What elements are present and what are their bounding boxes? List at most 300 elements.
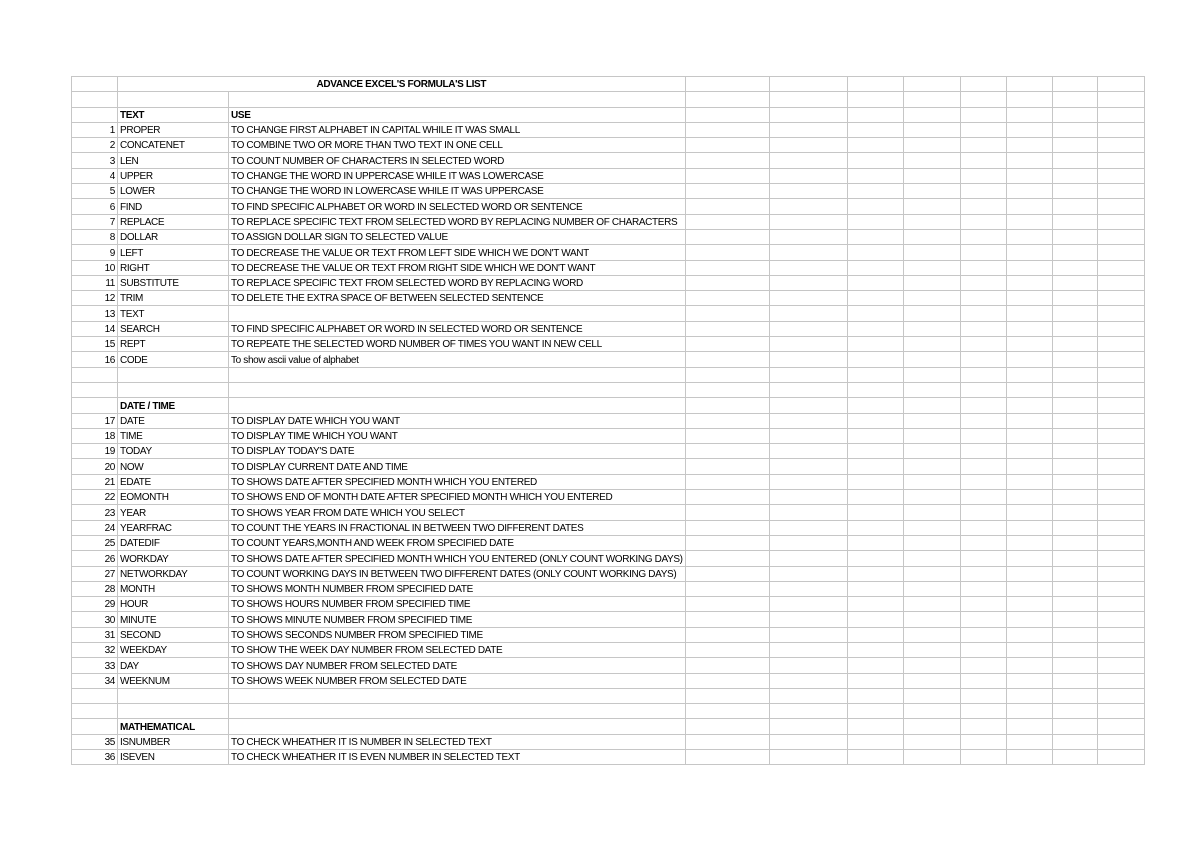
sheet-cell[interactable] [1006, 260, 1052, 275]
sheet-cell[interactable] [72, 107, 118, 122]
sheet-cell[interactable] [72, 398, 118, 413]
function-name[interactable]: ISNUMBER [118, 734, 229, 749]
function-use[interactable]: TO DISPLAY DATE WHICH YOU WANT [229, 413, 686, 428]
sheet-cell[interactable] [903, 214, 960, 229]
sheet-cell[interactable] [847, 719, 903, 734]
row-number[interactable]: 1 [72, 122, 118, 137]
sheet-cell[interactable] [1006, 413, 1052, 428]
sheet-cell[interactable] [769, 612, 847, 627]
sheet-cell[interactable] [960, 199, 1006, 214]
sheet-cell[interactable] [847, 153, 903, 168]
sheet-cell[interactable] [769, 520, 847, 535]
sheet-cell[interactable] [903, 566, 960, 581]
function-name[interactable]: DAY [118, 658, 229, 673]
function-use[interactable]: TO DISPLAY CURRENT DATE AND TIME [229, 459, 686, 474]
sheet-cell[interactable] [685, 474, 769, 489]
sheet-cell[interactable] [229, 704, 686, 719]
row-number[interactable]: 20 [72, 459, 118, 474]
function-use[interactable]: TO REPEATE THE SELECTED WORD NUMBER OF TIMES YOU WANT IN NEW CELL [229, 337, 686, 352]
row-number[interactable]: 2 [72, 138, 118, 153]
sheet-cell[interactable] [685, 107, 769, 122]
sheet-cell[interactable] [685, 490, 769, 505]
section-heading[interactable]: MATHEMATICAL [118, 719, 229, 734]
function-name[interactable]: UPPER [118, 168, 229, 183]
sheet-cell[interactable] [1097, 260, 1144, 275]
function-name[interactable]: EOMONTH [118, 490, 229, 505]
sheet-cell[interactable] [847, 505, 903, 520]
row-number[interactable]: 32 [72, 642, 118, 657]
sheet-cell[interactable] [769, 413, 847, 428]
sheet-cell[interactable] [1006, 153, 1052, 168]
row-number[interactable]: 17 [72, 413, 118, 428]
function-name[interactable]: RIGHT [118, 260, 229, 275]
sheet-cell[interactable] [1006, 321, 1052, 336]
sheet-cell[interactable] [1052, 199, 1097, 214]
sheet-cell[interactable] [1052, 474, 1097, 489]
function-use[interactable] [229, 306, 686, 321]
function-use[interactable]: TO SHOWS DATE AFTER SPECIFIED MONTH WHICH YOU ENTERED [229, 474, 686, 489]
sheet-cell[interactable] [769, 214, 847, 229]
sheet-cell[interactable] [1052, 413, 1097, 428]
sheet-cell[interactable] [1006, 673, 1052, 688]
function-name[interactable]: NETWORKDAY [118, 566, 229, 581]
sheet-cell[interactable] [769, 260, 847, 275]
sheet-cell[interactable] [960, 398, 1006, 413]
function-name[interactable]: PROPER [118, 122, 229, 137]
row-number[interactable]: 11 [72, 275, 118, 290]
sheet-cell[interactable] [847, 352, 903, 367]
sheet-cell[interactable] [847, 245, 903, 260]
row-number[interactable]: 19 [72, 444, 118, 459]
function-use[interactable]: TO SHOWS END OF MONTH DATE AFTER SPECIFIED MONTH WHICH YOU ENTERED [229, 490, 686, 505]
sheet-cell[interactable] [847, 382, 903, 397]
sheet-cell[interactable] [1006, 367, 1052, 382]
sheet-cell[interactable] [1097, 535, 1144, 550]
function-name[interactable]: YEAR [118, 505, 229, 520]
function-use[interactable]: TO SHOWS DAY NUMBER FROM SELECTED DATE [229, 658, 686, 673]
row-number[interactable]: 7 [72, 214, 118, 229]
function-use[interactable]: TO CHANGE THE WORD IN UPPERCASE WHILE IT WAS LOWERCASE [229, 168, 686, 183]
sheet-cell[interactable] [903, 352, 960, 367]
sheet-cell[interactable] [769, 704, 847, 719]
sheet-cell[interactable] [685, 367, 769, 382]
sheet-cell[interactable] [847, 107, 903, 122]
sheet-cell[interactable] [685, 597, 769, 612]
sheet-cell[interactable] [1006, 382, 1052, 397]
sheet-cell[interactable] [1052, 566, 1097, 581]
sheet-cell[interactable] [903, 719, 960, 734]
sheet-cell[interactable] [847, 627, 903, 642]
sheet-cell[interactable] [1052, 719, 1097, 734]
sheet-cell[interactable] [960, 459, 1006, 474]
sheet-cell[interactable] [72, 77, 118, 92]
sheet-cell[interactable] [960, 642, 1006, 657]
sheet-cell[interactable] [769, 566, 847, 581]
sheet-cell[interactable] [960, 490, 1006, 505]
sheet-cell[interactable] [1006, 291, 1052, 306]
row-number[interactable]: 5 [72, 184, 118, 199]
sheet-cell[interactable] [903, 275, 960, 290]
sheet-cell[interactable] [903, 734, 960, 749]
function-name[interactable]: MINUTE [118, 612, 229, 627]
sheet-cell[interactable] [685, 138, 769, 153]
function-name[interactable]: HOUR [118, 597, 229, 612]
sheet-cell[interactable] [1097, 719, 1144, 734]
sheet-cell[interactable] [903, 428, 960, 443]
function-use[interactable]: TO SHOWS MINUTE NUMBER FROM SPECIFIED TIME [229, 612, 686, 627]
sheet-cell[interactable] [769, 245, 847, 260]
row-number[interactable]: 6 [72, 199, 118, 214]
row-number[interactable]: 26 [72, 551, 118, 566]
sheet-cell[interactable] [1097, 505, 1144, 520]
sheet-cell[interactable] [1052, 627, 1097, 642]
sheet-cell[interactable] [960, 92, 1006, 107]
sheet-cell[interactable] [960, 77, 1006, 92]
sheet-cell[interactable] [685, 153, 769, 168]
sheet-cell[interactable] [769, 490, 847, 505]
sheet-cell[interactable] [1052, 153, 1097, 168]
sheet-cell[interactable] [960, 367, 1006, 382]
function-name[interactable]: LEFT [118, 245, 229, 260]
sheet-title[interactable]: ADVANCE EXCEL'S FORMULA'S LIST [118, 77, 686, 92]
sheet-cell[interactable] [903, 688, 960, 703]
sheet-cell[interactable] [1097, 199, 1144, 214]
sheet-cell[interactable] [1097, 352, 1144, 367]
sheet-cell[interactable] [685, 413, 769, 428]
sheet-cell[interactable] [1052, 612, 1097, 627]
sheet-cell[interactable] [1097, 597, 1144, 612]
sheet-cell[interactable] [1006, 245, 1052, 260]
sheet-cell[interactable] [960, 627, 1006, 642]
sheet-cell[interactable] [1006, 734, 1052, 749]
sheet-cell[interactable] [685, 214, 769, 229]
sheet-cell[interactable] [1097, 398, 1144, 413]
row-number[interactable]: 12 [72, 291, 118, 306]
function-use[interactable]: TO COUNT NUMBER OF CHARACTERS IN SELECTED WORD [229, 153, 686, 168]
sheet-cell[interactable] [769, 551, 847, 566]
function-use[interactable]: TO DECREASE THE VALUE OR TEXT FROM LEFT SIDE WHICH WE DON'T WANT [229, 245, 686, 260]
sheet-cell[interactable] [769, 581, 847, 596]
sheet-cell[interactable] [1052, 245, 1097, 260]
function-use[interactable]: TO COUNT WORKING DAYS IN BETWEEN TWO DIFFERENT DATES (ONLY COUNT WORKING DAYS) [229, 566, 686, 581]
sheet-cell[interactable] [1052, 658, 1097, 673]
sheet-cell[interactable] [1052, 459, 1097, 474]
row-number[interactable]: 23 [72, 505, 118, 520]
sheet-cell[interactable] [847, 92, 903, 107]
sheet-cell[interactable] [72, 382, 118, 397]
sheet-cell[interactable] [903, 337, 960, 352]
sheet-cell[interactable] [960, 138, 1006, 153]
sheet-cell[interactable] [1052, 382, 1097, 397]
sheet-cell[interactable] [685, 337, 769, 352]
sheet-cell[interactable] [960, 734, 1006, 749]
sheet-cell[interactable] [1006, 474, 1052, 489]
sheet-cell[interactable] [960, 382, 1006, 397]
sheet-cell[interactable] [1097, 214, 1144, 229]
sheet-cell[interactable] [1006, 214, 1052, 229]
sheet-cell[interactable] [1006, 138, 1052, 153]
row-number[interactable]: 35 [72, 734, 118, 749]
sheet-cell[interactable] [229, 92, 686, 107]
sheet-cell[interactable] [1006, 490, 1052, 505]
sheet-cell[interactable] [685, 229, 769, 244]
sheet-cell[interactable] [847, 474, 903, 489]
sheet-cell[interactable] [1097, 229, 1144, 244]
sheet-cell[interactable] [1006, 275, 1052, 290]
sheet-cell[interactable] [903, 291, 960, 306]
sheet-cell[interactable] [1052, 444, 1097, 459]
sheet-cell[interactable] [903, 704, 960, 719]
sheet-cell[interactable] [685, 734, 769, 749]
sheet-cell[interactable] [1006, 535, 1052, 550]
sheet-cell[interactable] [1052, 505, 1097, 520]
function-name[interactable]: EDATE [118, 474, 229, 489]
sheet-cell[interactable] [685, 535, 769, 550]
sheet-cell[interactable] [1097, 122, 1144, 137]
sheet-cell[interactable] [1097, 275, 1144, 290]
sheet-cell[interactable] [229, 398, 686, 413]
sheet-cell[interactable] [118, 367, 229, 382]
sheet-cell[interactable] [769, 138, 847, 153]
sheet-cell[interactable] [960, 352, 1006, 367]
sheet-cell[interactable] [847, 750, 903, 765]
sheet-cell[interactable] [685, 642, 769, 657]
sheet-cell[interactable] [769, 444, 847, 459]
sheet-cell[interactable] [1097, 367, 1144, 382]
sheet-cell[interactable] [847, 581, 903, 596]
function-use[interactable]: TO FIND SPECIFIC ALPHABET OR WORD IN SELECTED WORD OR SENTENCE [229, 199, 686, 214]
sheet-cell[interactable] [118, 92, 229, 107]
function-use[interactable]: TO SHOWS MONTH NUMBER FROM SPECIFIED DATE [229, 581, 686, 596]
sheet-cell[interactable] [960, 337, 1006, 352]
sheet-cell[interactable] [685, 352, 769, 367]
sheet-cell[interactable] [1097, 291, 1144, 306]
row-number[interactable]: 8 [72, 229, 118, 244]
sheet-cell[interactable] [903, 77, 960, 92]
sheet-cell[interactable] [685, 444, 769, 459]
sheet-cell[interactable] [769, 229, 847, 244]
sheet-cell[interactable] [769, 734, 847, 749]
sheet-cell[interactable] [960, 306, 1006, 321]
function-use[interactable]: TO SHOW THE WEEK DAY NUMBER FROM SELECTED DATE [229, 642, 686, 657]
sheet-cell[interactable] [960, 291, 1006, 306]
sheet-cell[interactable] [72, 688, 118, 703]
function-name[interactable]: TIME [118, 428, 229, 443]
sheet-cell[interactable] [685, 275, 769, 290]
row-number[interactable]: 29 [72, 597, 118, 612]
sheet-cell[interactable] [72, 704, 118, 719]
sheet-cell[interactable] [1052, 214, 1097, 229]
sheet-cell[interactable] [903, 658, 960, 673]
sheet-cell[interactable] [1097, 184, 1144, 199]
sheet-cell[interactable] [72, 92, 118, 107]
sheet-cell[interactable] [847, 275, 903, 290]
sheet-cell[interactable] [960, 107, 1006, 122]
function-name[interactable]: TEXT [118, 306, 229, 321]
sheet-cell[interactable] [1097, 551, 1144, 566]
function-name[interactable]: LOWER [118, 184, 229, 199]
sheet-cell[interactable] [1097, 77, 1144, 92]
sheet-cell[interactable] [1006, 444, 1052, 459]
sheet-cell[interactable] [960, 428, 1006, 443]
sheet-cell[interactable] [847, 612, 903, 627]
function-name[interactable]: SECOND [118, 627, 229, 642]
sheet-cell[interactable] [1006, 612, 1052, 627]
sheet-cell[interactable] [847, 566, 903, 581]
function-use[interactable]: TO FIND SPECIFIC ALPHABET OR WORD IN SELECTED WORD OR SENTENCE [229, 321, 686, 336]
sheet-cell[interactable] [1097, 612, 1144, 627]
sheet-cell[interactable] [685, 520, 769, 535]
function-name[interactable]: NOW [118, 459, 229, 474]
sheet-cell[interactable] [903, 413, 960, 428]
function-name[interactable]: FIND [118, 199, 229, 214]
function-name[interactable]: WEEKDAY [118, 642, 229, 657]
sheet-cell[interactable] [960, 245, 1006, 260]
sheet-cell[interactable] [847, 229, 903, 244]
sheet-cell[interactable] [1097, 566, 1144, 581]
row-number[interactable]: 30 [72, 612, 118, 627]
function-use[interactable]: TO SHOWS WEEK NUMBER FROM SELECTED DATE [229, 673, 686, 688]
sheet-cell[interactable] [1097, 92, 1144, 107]
sheet-cell[interactable] [769, 459, 847, 474]
sheet-cell[interactable] [847, 490, 903, 505]
sheet-cell[interactable] [1006, 306, 1052, 321]
sheet-cell[interactable] [685, 398, 769, 413]
sheet-cell[interactable] [903, 642, 960, 657]
sheet-cell[interactable] [903, 597, 960, 612]
sheet-cell[interactable] [769, 107, 847, 122]
sheet-cell[interactable] [685, 184, 769, 199]
sheet-cell[interactable] [960, 566, 1006, 581]
row-number[interactable]: 36 [72, 750, 118, 765]
sheet-cell[interactable] [903, 107, 960, 122]
sheet-cell[interactable] [1097, 490, 1144, 505]
sheet-cell[interactable] [903, 750, 960, 765]
function-name[interactable]: DATEDIF [118, 535, 229, 550]
sheet-cell[interactable] [903, 444, 960, 459]
sheet-cell[interactable] [960, 581, 1006, 596]
sheet-cell[interactable] [1006, 750, 1052, 765]
function-name[interactable]: WEEKNUM [118, 673, 229, 688]
sheet-cell[interactable] [769, 535, 847, 550]
sheet-cell[interactable] [847, 398, 903, 413]
sheet-cell[interactable] [1052, 673, 1097, 688]
sheet-cell[interactable] [1052, 398, 1097, 413]
sheet-cell[interactable] [960, 122, 1006, 137]
row-number[interactable]: 10 [72, 260, 118, 275]
function-use[interactable]: TO CHECK WHEATHER IT IS NUMBER IN SELECTED TEXT [229, 734, 686, 749]
header-name[interactable]: TEXT [118, 107, 229, 122]
row-number[interactable]: 34 [72, 673, 118, 688]
sheet-cell[interactable] [769, 321, 847, 336]
sheet-cell[interactable] [903, 229, 960, 244]
sheet-cell[interactable] [903, 92, 960, 107]
sheet-cell[interactable] [960, 275, 1006, 290]
sheet-cell[interactable] [229, 382, 686, 397]
function-use[interactable]: TO COUNT THE YEARS IN FRACTIONAL IN BETWEEN TWO DIFFERENT DATES [229, 520, 686, 535]
sheet-cell[interactable] [960, 321, 1006, 336]
sheet-cell[interactable] [1097, 688, 1144, 703]
sheet-cell[interactable] [847, 199, 903, 214]
function-use[interactable]: TO SHOWS HOURS NUMBER FROM SPECIFIED TIME [229, 597, 686, 612]
sheet-cell[interactable] [769, 275, 847, 290]
sheet-cell[interactable] [1052, 642, 1097, 657]
sheet-cell[interactable] [847, 184, 903, 199]
sheet-cell[interactable] [1006, 459, 1052, 474]
sheet-cell[interactable] [1006, 92, 1052, 107]
sheet-cell[interactable] [769, 306, 847, 321]
sheet-cell[interactable] [1097, 428, 1144, 443]
sheet-cell[interactable] [1097, 750, 1144, 765]
sheet-cell[interactable] [1097, 459, 1144, 474]
sheet-cell[interactable] [903, 245, 960, 260]
sheet-cell[interactable] [1006, 551, 1052, 566]
sheet-cell[interactable] [685, 122, 769, 137]
function-use[interactable]: TO COMBINE TWO OR MORE THAN TWO TEXT IN ONE CELL [229, 138, 686, 153]
function-use[interactable]: TO CHECK WHEATHER IT IS EVEN NUMBER IN SELECTED TEXT [229, 750, 686, 765]
sheet-cell[interactable] [769, 382, 847, 397]
sheet-cell[interactable] [847, 459, 903, 474]
sheet-cell[interactable] [1052, 490, 1097, 505]
function-use[interactable]: TO CHANGE THE WORD IN LOWERCASE WHILE IT WAS UPPERCASE [229, 184, 686, 199]
function-name[interactable]: DOLLAR [118, 229, 229, 244]
sheet-cell[interactable] [903, 673, 960, 688]
sheet-cell[interactable] [1097, 734, 1144, 749]
row-number[interactable]: 27 [72, 566, 118, 581]
sheet-cell[interactable] [1052, 92, 1097, 107]
sheet-cell[interactable] [1006, 704, 1052, 719]
sheet-cell[interactable] [685, 612, 769, 627]
function-use[interactable]: TO CHANGE FIRST ALPHABET IN CAPITAL WHILE IT WAS SMALL [229, 122, 686, 137]
sheet-cell[interactable] [847, 367, 903, 382]
sheet-cell[interactable] [847, 642, 903, 657]
sheet-cell[interactable] [769, 337, 847, 352]
sheet-cell[interactable] [1052, 352, 1097, 367]
sheet-cell[interactable] [960, 688, 1006, 703]
sheet-cell[interactable] [769, 398, 847, 413]
sheet-cell[interactable] [685, 306, 769, 321]
sheet-cell[interactable] [1097, 673, 1144, 688]
sheet-cell[interactable] [769, 597, 847, 612]
sheet-cell[interactable] [903, 398, 960, 413]
sheet-cell[interactable] [960, 260, 1006, 275]
sheet-cell[interactable] [960, 551, 1006, 566]
sheet-cell[interactable] [685, 92, 769, 107]
sheet-cell[interactable] [1006, 199, 1052, 214]
sheet-cell[interactable] [1052, 520, 1097, 535]
sheet-cell[interactable] [229, 688, 686, 703]
sheet-cell[interactable] [685, 428, 769, 443]
sheet-cell[interactable] [960, 474, 1006, 489]
sheet-cell[interactable] [1006, 337, 1052, 352]
sheet-cell[interactable] [1052, 122, 1097, 137]
row-number[interactable]: 24 [72, 520, 118, 535]
function-use[interactable]: TO REPLACE SPECIFIC TEXT FROM SELECTED WORD BY REPLACING NUMBER OF CHARACTERS [229, 214, 686, 229]
sheet-cell[interactable] [847, 658, 903, 673]
sheet-cell[interactable] [903, 321, 960, 336]
sheet-cell[interactable] [1006, 184, 1052, 199]
sheet-cell[interactable] [1097, 245, 1144, 260]
sheet-cell[interactable] [769, 122, 847, 137]
sheet-cell[interactable] [903, 535, 960, 550]
sheet-cell[interactable] [1006, 77, 1052, 92]
function-use[interactable]: TO SHOWS DATE AFTER SPECIFIED MONTH WHICH YOU ENTERED (ONLY COUNT WORKING DAYS) [229, 551, 686, 566]
sheet-cell[interactable] [1006, 642, 1052, 657]
sheet-cell[interactable] [769, 505, 847, 520]
sheet-cell[interactable] [960, 704, 1006, 719]
sheet-cell[interactable] [685, 459, 769, 474]
function-use[interactable]: TO DISPLAY TIME WHICH YOU WANT [229, 428, 686, 443]
